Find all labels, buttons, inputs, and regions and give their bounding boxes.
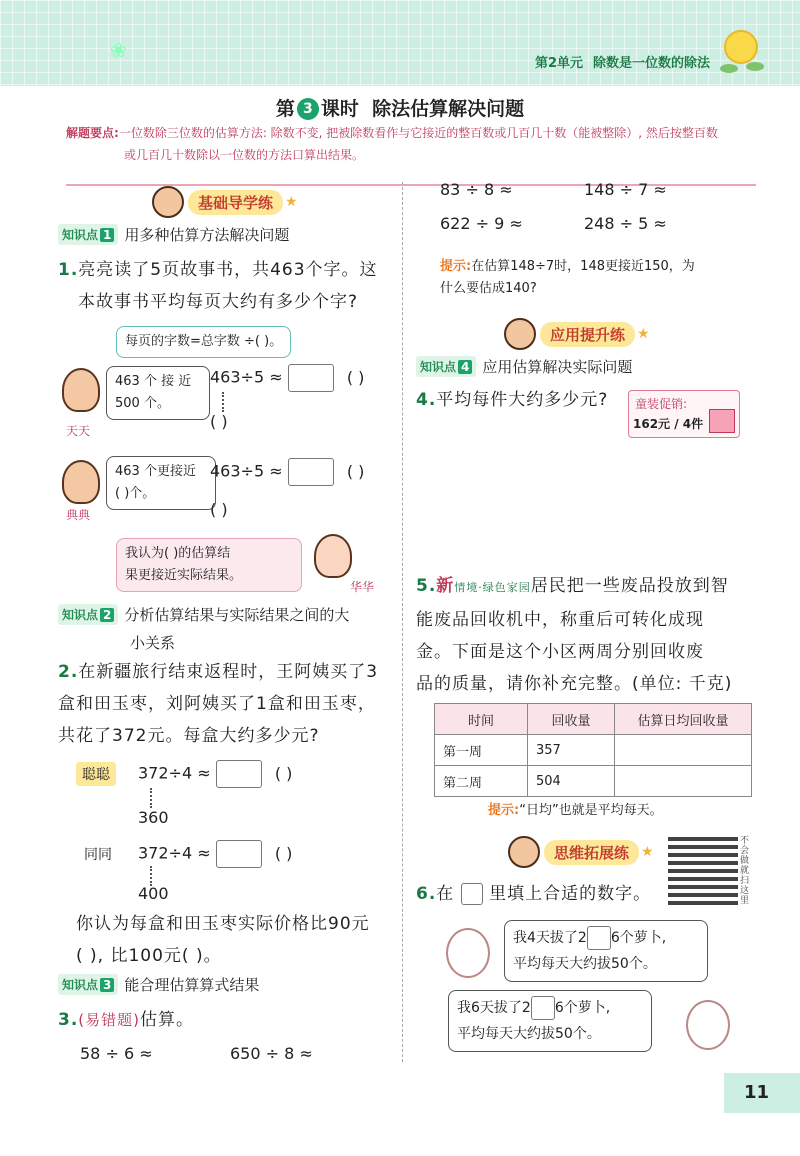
- bubble2-line2: 平均每天大约拔50个。: [457, 1026, 601, 1042]
- qr-caption: 不会做就扫这里: [740, 836, 750, 906]
- q5-tip-text: “日均”也就是平均每天。: [519, 803, 663, 818]
- row-week: 第一周: [435, 735, 528, 766]
- q2-number: 2.: [58, 662, 79, 682]
- formula-text: 每页的字数=总字数 ÷( )。: [125, 334, 283, 349]
- dotted-line: [150, 866, 152, 886]
- kp1-num: 1: [100, 228, 114, 242]
- question-4: [416, 384, 608, 416]
- tiantian-avatar: [62, 368, 100, 412]
- estimate-item: 58 ÷ 6 ≈: [80, 1044, 153, 1063]
- rabbit-icon: [446, 928, 490, 978]
- q2-calc-2-text: 372÷4 ≈: [138, 843, 211, 863]
- q5-number: 5.: [416, 576, 437, 596]
- q2-line4: 你认为每盒和田玉枣实际价格比90元: [76, 914, 370, 934]
- kp1-tag: [58, 224, 118, 245]
- reading-student-icon: [508, 836, 540, 868]
- huahua-name: 华华: [350, 580, 375, 594]
- knowledge-point-1: [58, 224, 289, 245]
- row-week: 第二周: [435, 766, 528, 797]
- knowledge-point-4: [416, 356, 632, 377]
- q4-number: 4.: [416, 390, 437, 410]
- q5-tip-label: 提示:: [488, 803, 520, 818]
- kp1-tag-text: 知识点: [62, 228, 99, 242]
- q1-calc-2-text: 463÷5 ≈: [210, 461, 283, 481]
- tiantian-bubble-line2: 500 个。: [115, 396, 170, 411]
- lesson-number: 3: [297, 98, 319, 120]
- q1-calc-2: [210, 458, 364, 486]
- key-points: [66, 122, 756, 186]
- answer-box[interactable]: [216, 840, 262, 868]
- q5-tip: [488, 800, 663, 822]
- q6-text1: 在: [436, 884, 455, 904]
- estimate-item: 622 ÷ 9 ≈: [440, 214, 523, 233]
- q2-line1: 在新疆旅行结束返程时，王阿姨买了3: [78, 662, 379, 682]
- section-basic: [152, 186, 298, 218]
- leaf-icon: [720, 64, 738, 73]
- row-amount: 357: [528, 735, 615, 766]
- question-6: [416, 878, 651, 910]
- col-estimate: 估算日均回收量: [615, 704, 752, 735]
- row-amount: 504: [528, 766, 615, 797]
- kp4-tag-text: 知识点: [420, 360, 457, 374]
- bubble2-line1b: 6个萝卜,: [554, 1000, 611, 1016]
- kp3-text: 能合理估算算式结果: [124, 976, 260, 994]
- col-time: 时间: [435, 704, 528, 735]
- estimate-paren[interactable]: ( ): [210, 412, 228, 431]
- promo-label: 童装促销:: [635, 397, 688, 411]
- huahua-bubble-line2: 果更接近实际结果。: [125, 568, 243, 583]
- key-points-line1: 一位数除三位数的估算方法: 除数不变, 把被除数看作与它接近的整百数或几百几十数（能被整除）, 然后按整百数: [118, 126, 718, 140]
- lesson-title: [0, 94, 800, 121]
- lesson-name: 除法估算解决问题: [372, 98, 525, 120]
- q5-line1: 居民把一些废品投放到智: [530, 576, 729, 596]
- kp2-text: 分析估算结果与实际结果之间的大: [124, 606, 350, 624]
- q3-tip-line2: 什么要估成140?: [440, 281, 537, 296]
- tongtong-label: 同同: [84, 847, 112, 863]
- section-basic-label: 基础导学练: [188, 190, 283, 215]
- tiantian-bubble-line1: 463 个 接 近: [115, 374, 192, 389]
- answer-paren[interactable]: ( ): [346, 461, 365, 481]
- q1-calc-1-text: 463÷5 ≈: [210, 367, 283, 387]
- sunflower-icon: [724, 30, 758, 64]
- knowledge-point-2: [58, 604, 349, 625]
- star-icon: ★: [285, 194, 298, 210]
- question-3: [58, 1004, 194, 1036]
- question-2-conclusion: [76, 908, 370, 972]
- leaf-icon: [746, 62, 764, 71]
- q3-number: 3.: [58, 1010, 79, 1030]
- huahua-bubble-line1: 我认为( )的估算结: [125, 546, 231, 561]
- kp3-tag: [58, 974, 118, 995]
- student-face-icon: [504, 318, 536, 350]
- q3-tag: (易错题): [78, 1011, 141, 1029]
- diandian-bubble-line1: 463 个更接近: [115, 464, 196, 479]
- section-apply: [504, 318, 650, 350]
- q4-text: 平均每件大约多少元?: [436, 390, 609, 410]
- answer-paren[interactable]: ( ): [274, 763, 293, 783]
- table-row: [435, 766, 752, 797]
- kp2-tag-text: 知识点: [62, 608, 99, 622]
- estimate-paren[interactable]: ( ): [210, 500, 228, 519]
- bubble1-line1a: 我4天拔了2: [513, 930, 587, 946]
- rabbit-bubble-2: [448, 990, 652, 1052]
- kp3-num: 3: [100, 978, 114, 992]
- qr-code[interactable]: [668, 835, 738, 905]
- q5-line3: 金。下面是这个小区两周分别回收废: [416, 642, 704, 662]
- digit-input[interactable]: [587, 926, 611, 950]
- q5-line4: 品的质量，请你补充完整。(单位: 千克): [416, 674, 733, 694]
- page-number-tab: [724, 1073, 800, 1113]
- dotted-line: [150, 788, 152, 808]
- bubble2-line1a: 我6天拔了2: [457, 1000, 531, 1016]
- q6-text2: 里填上合适的数字。: [489, 884, 652, 904]
- q3-text: 估算。: [140, 1010, 195, 1030]
- kp2-text2: 小关系: [130, 634, 176, 652]
- q3-tip-line1: 在估算148÷7时，148更接近150，为: [471, 259, 695, 274]
- question-1: [58, 254, 378, 318]
- section-expand-label: 思维拓展练: [544, 840, 639, 865]
- kp2-num: 2: [100, 608, 114, 622]
- q5-new: 新: [436, 576, 455, 596]
- congcong-label: 聪聪: [76, 762, 116, 786]
- rabbit-icon: [686, 1000, 730, 1050]
- dotted-line: [222, 392, 224, 412]
- knowledge-point-2-cont: [130, 632, 175, 653]
- row-estimate-input[interactable]: [615, 766, 752, 797]
- recycle-table: [434, 703, 752, 797]
- unit-number: 第2单元: [534, 56, 583, 71]
- estimate-360: 360: [138, 808, 169, 827]
- estimate-item: 148 ÷ 7 ≈: [584, 180, 667, 199]
- column-divider: [402, 182, 403, 1062]
- diandian-bubble-line2: ( )个。: [115, 486, 156, 501]
- row-estimate-input[interactable]: [615, 735, 752, 766]
- q1-line2: 本故事书平均每页大约有多少个字?: [78, 292, 359, 312]
- digit-input[interactable]: [531, 996, 555, 1020]
- answer-box[interactable]: [216, 760, 262, 788]
- estimate-item: 650 ÷ 8 ≈: [230, 1044, 313, 1063]
- rabbit-bubble-1: [504, 920, 708, 982]
- star-icon: ★: [637, 326, 650, 342]
- q2-line5[interactable]: ( ), 比100元( )。: [76, 946, 222, 966]
- q2-line3: 共花了372元。每盒大约多少元?: [58, 726, 320, 746]
- answer-paren[interactable]: ( ): [274, 843, 293, 863]
- q3-tip: [440, 256, 695, 300]
- diandian-name: 典典: [66, 508, 91, 522]
- page-number: 11: [744, 1082, 770, 1103]
- kp1-text: 用多种估算方法解决问题: [124, 226, 290, 244]
- tiantian-name: 天天: [66, 424, 91, 438]
- q1-number: 1.: [58, 260, 79, 280]
- key-points-line2: 或几百几十数除以一位数的方法口算出结果。: [124, 148, 365, 162]
- q2-calc-2: [138, 840, 292, 868]
- col-amount: 回收量: [528, 704, 615, 735]
- q5-tag: 情境·绿色家园: [454, 581, 531, 594]
- table-header: [435, 704, 752, 735]
- answer-box[interactable]: [288, 458, 334, 486]
- question-5: [416, 570, 732, 700]
- diandian-bubble: [106, 456, 216, 510]
- q5-line2: 能废品回收机中，称重后可转化成现: [416, 610, 704, 630]
- unit-label: [535, 52, 710, 71]
- unit-title: 除数是一位数的除法: [592, 56, 710, 71]
- key-points-label: 解题要点:: [66, 126, 119, 140]
- student-face-icon: [152, 186, 184, 218]
- section-apply-label: 应用提升练: [540, 322, 635, 347]
- knowledge-point-3: [58, 974, 259, 995]
- section-expand: [508, 836, 654, 868]
- q3-tip-label: 提示:: [440, 259, 472, 274]
- title-suffix: 课时: [320, 98, 359, 120]
- question-2: [58, 656, 378, 752]
- answer-paren[interactable]: ( ): [346, 367, 365, 387]
- title-prefix: 第: [275, 98, 295, 120]
- q1-calc-1: [210, 364, 364, 392]
- huahua-bubble: [116, 538, 302, 592]
- q2-line2: 盒和田玉枣，刘阿姨买了1盒和田玉枣，: [58, 694, 376, 714]
- bubble1-line2: 平均每天大约拔50个。: [513, 956, 657, 972]
- tiantian-bubble: [106, 366, 210, 420]
- table-row: [435, 735, 752, 766]
- q2-calc-1-text: 372÷4 ≈: [138, 763, 211, 783]
- q1-line1: 亮亮读了5页故事书，共463个字。这: [78, 260, 378, 280]
- blank-box-icon: [461, 883, 483, 905]
- q2-calc-1: [138, 760, 292, 788]
- page-header: [0, 0, 800, 86]
- diandian-avatar: [62, 460, 100, 504]
- estimate-400: 400: [138, 884, 169, 903]
- kp2-tag: [58, 604, 118, 625]
- kp4-tag: [416, 356, 476, 377]
- kp3-tag-text: 知识点: [62, 978, 99, 992]
- estimate-item: 83 ÷ 8 ≈: [440, 180, 513, 199]
- answer-box[interactable]: [288, 364, 334, 392]
- q6-number: 6.: [416, 884, 437, 904]
- bubble1-line1b: 6个萝卜,: [610, 930, 667, 946]
- promo-badge: [628, 390, 740, 438]
- huahua-avatar: [314, 534, 352, 578]
- estimate-item: 248 ÷ 5 ≈: [584, 214, 667, 233]
- gift-icon: [709, 409, 735, 433]
- formula-box: [116, 326, 291, 358]
- ribbon-icon: ❀: [110, 38, 127, 62]
- kp4-num: 4: [458, 360, 472, 374]
- kp4-text: 应用估算解决实际问题: [482, 358, 633, 376]
- promo-price: 162元 / 4件: [633, 417, 704, 431]
- star-icon: ★: [641, 844, 654, 860]
